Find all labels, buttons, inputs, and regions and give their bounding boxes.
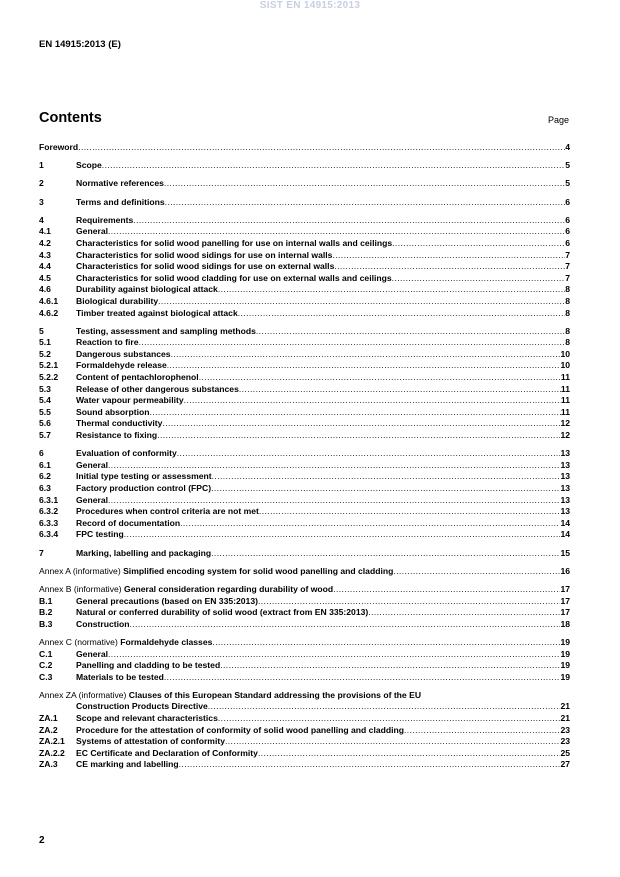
toc-entry-page: 6	[565, 237, 570, 248]
table-of-contents	[39, 142, 570, 771]
annex-title: General consideration regarding durability of wood	[124, 583, 334, 594]
toc-entry[interactable]	[39, 713, 570, 725]
toc-entry-page: 12	[560, 430, 570, 441]
toc-spacer	[39, 208, 570, 215]
toc-entry-number: B.1	[39, 595, 53, 606]
toc-entry-number: 6.2	[39, 471, 51, 482]
toc-entry[interactable]	[39, 649, 570, 661]
toc-entry-title: Scope and relevant characteristics .....	[76, 713, 560, 725]
toc-entry[interactable]	[39, 178, 570, 190]
toc-entry-number: 3	[39, 196, 44, 207]
toc-entry-title: Requirements .....	[76, 215, 565, 227]
toc-entry[interactable]	[39, 418, 570, 430]
toc-entry-number: 4.2	[39, 237, 51, 248]
annex-title: Simplified encoding system for solid wood panelling and cladding	[123, 565, 394, 576]
toc-entry-number: 2	[39, 178, 44, 189]
toc-entry-title: Reaction to fire .....	[76, 337, 565, 349]
watermark: SIST EN 14915:2013	[259, 0, 361, 11]
toc-entry-number: 6.3.1	[39, 494, 59, 505]
toc-entry-number: ZA.3	[39, 759, 58, 770]
page-column-heading: Page	[547, 115, 569, 125]
toc-entry[interactable]	[39, 471, 570, 483]
toc-entry[interactable]	[39, 518, 570, 530]
toc-entry-title: Systems of attestation of conformity .....	[76, 736, 560, 748]
toc-entry-number: 7	[39, 547, 44, 558]
toc-entry-number: 6.1	[39, 459, 51, 470]
toc-spacer	[39, 683, 570, 690]
toc-entry[interactable]	[39, 759, 570, 771]
toc-spacer	[39, 577, 570, 584]
toc-entry-title: Normative references .....	[76, 178, 565, 190]
toc-entry-page: 8	[565, 337, 570, 348]
toc-entry-title: Biological durability .....	[76, 296, 565, 308]
toc-entry[interactable]	[39, 142, 570, 154]
toc-entry-number: 4.6.1	[39, 295, 59, 306]
toc-entry-number: 4.6	[39, 284, 51, 295]
toc-entry[interactable]	[39, 284, 570, 296]
toc-entry-title: Scope .....	[76, 160, 565, 172]
toc-entry[interactable]	[39, 372, 570, 384]
toc-entry[interactable]	[39, 250, 570, 262]
toc-entry-number: 4.4	[39, 261, 51, 272]
toc-entry-number: B.3	[39, 618, 53, 629]
toc-entry-page: 11	[560, 406, 570, 417]
toc-entry-page: 19	[560, 636, 570, 647]
toc-spacer	[39, 442, 570, 449]
toc-entry-page: 17	[560, 607, 570, 618]
toc-entry-title	[39, 566, 560, 578]
toc-entry-page: 7	[565, 261, 570, 272]
toc-entry-page: 5	[565, 160, 570, 171]
toc-entry[interactable]	[39, 395, 570, 407]
toc-entry[interactable]	[39, 748, 570, 760]
toc-entry[interactable]	[39, 326, 570, 338]
toc-entry[interactable]	[39, 495, 570, 507]
toc-spacer	[39, 172, 570, 179]
toc-entry[interactable]	[39, 160, 570, 172]
toc-entry-number: B.2	[39, 607, 53, 618]
toc-entry[interactable]	[39, 296, 570, 308]
toc-entry[interactable]	[39, 701, 570, 713]
toc-entry[interactable]	[39, 584, 570, 596]
toc-entry-number: 4.1	[39, 226, 51, 237]
toc-entry[interactable]	[39, 637, 570, 649]
toc-entry-page: 14	[560, 529, 570, 540]
toc-entry-page: 4	[565, 142, 570, 152]
toc-entry-title: CE marking and labelling .....	[76, 759, 560, 771]
toc-entry-number: 6.3.4	[39, 529, 59, 540]
page-number: 2	[39, 835, 45, 846]
toc-entry[interactable]	[39, 226, 570, 238]
toc-entry-title: Water vapour permeability .....	[76, 395, 561, 407]
toc-entry-title: Procedure for the attestation of conformity of solid wood panelling and cladding .....	[76, 725, 560, 737]
toc-entry-number: 6	[39, 448, 44, 459]
toc-entry-page: 25	[560, 747, 570, 758]
toc-entry-page: 11	[560, 395, 570, 406]
toc-entry[interactable]	[39, 337, 570, 349]
toc-entry-title	[39, 584, 560, 596]
toc-entry[interactable]	[39, 660, 570, 672]
toc-entry-title: Natural or conferred durability of solid wood (extract from EN 335:2013) .....	[76, 607, 560, 619]
annex-label: Annex C (normative)	[39, 636, 118, 647]
toc-entry-page: 19	[560, 648, 570, 659]
toc-entry-page: 21	[560, 713, 570, 724]
toc-entry[interactable]	[39, 448, 570, 460]
toc-entry-page: 6	[565, 226, 570, 237]
toc-entry-number: 6.3.2	[39, 506, 59, 517]
toc-entry-page: 13	[560, 483, 570, 493]
toc-entry[interactable]	[39, 384, 570, 396]
toc-entry-number: 4.3	[39, 249, 51, 260]
toc-entry-number: 4.5	[39, 272, 51, 283]
toc-entry-page: 16	[560, 565, 570, 576]
toc-entry-page: 18	[560, 618, 570, 629]
toc-entry-number: 5.6	[39, 418, 51, 429]
toc-entry-number: 5.2.1	[39, 360, 59, 371]
toc-entry-title: Procedures when control criteria are not met .....	[76, 506, 560, 518]
toc-entry-title: FPC testing .....	[76, 529, 560, 541]
toc-entry-number: C.2	[39, 660, 53, 671]
toc-entry[interactable]	[39, 736, 570, 748]
annex-label: Annex A (informative)	[39, 565, 121, 576]
toc-entry-page: 14	[560, 517, 570, 528]
toc-entry-page: 13	[560, 448, 570, 459]
toc-entry-title: Construction Products Directive .....	[76, 701, 560, 713]
document-id: EN 14915:2013 (E)	[39, 39, 121, 50]
toc-spacer	[39, 154, 570, 161]
toc-entry-title: Marking, labelling and packaging .....	[76, 548, 560, 560]
toc-entry-number: C.3	[39, 671, 53, 682]
toc-entry-page: 27	[560, 759, 570, 770]
toc-entry-title: Panelling and cladding to be tested .....	[76, 660, 560, 672]
toc-entry-title: Evaluation of conformity .....	[76, 448, 560, 460]
toc-entry-page: 10	[560, 360, 570, 371]
toc-entry-page: 8	[565, 325, 570, 336]
toc-entry-number: 5.2.2	[39, 372, 59, 383]
toc-entry-title: Characteristics for solid wood sidings for use on internal walls .....	[76, 250, 565, 262]
toc-entry-title: General .....	[76, 460, 560, 472]
toc-entry-title: Terms and definitions .....	[76, 197, 565, 209]
toc-entry-page: 5	[565, 178, 570, 189]
toc-entry-page: 7	[565, 272, 570, 283]
toc-entry-title: Characteristics for solid wood cladding for use on external walls and ceilings .....	[76, 273, 565, 285]
toc-spacer	[39, 190, 570, 197]
toc-entry-number: 5.4	[39, 395, 51, 406]
toc-entry-title: Timber treated against biological attack .....	[76, 308, 565, 320]
toc-entry[interactable]	[39, 566, 570, 578]
toc-entry[interactable]	[39, 483, 570, 495]
toc-entry[interactable]	[39, 215, 570, 227]
toc-entry-title: Characteristics for solid wood sidings for use on external walls .....	[76, 261, 565, 273]
toc-spacer	[39, 319, 570, 326]
toc-entry-number: 1	[39, 160, 44, 171]
annex-title: Formaldehyde classes	[120, 636, 213, 647]
toc-entry-page: 8	[565, 284, 570, 295]
toc-entry-title: Factory production control (FPC) .....	[76, 483, 560, 495]
toc-entry-number: C.1	[39, 648, 53, 659]
toc-entry[interactable]	[39, 529, 570, 541]
toc-entry-page: 13	[560, 494, 570, 505]
toc-entry-title: Record of documentation .....	[76, 518, 560, 530]
toc-entry-title: Durability against biological attack .....	[76, 284, 565, 296]
toc-entry-page: 13	[560, 471, 570, 482]
toc-entry-title: General .....	[76, 495, 560, 507]
toc-entry-title: Dangerous substances .....	[76, 349, 560, 361]
toc-entry-page: 6	[565, 196, 570, 207]
toc-entry[interactable]	[39, 460, 570, 472]
toc-entry-page: 17	[560, 583, 570, 594]
toc-entry-number: 5.3	[39, 383, 51, 394]
toc-entry-page: 10	[560, 348, 570, 359]
toc-entry-page: 7	[565, 249, 570, 260]
toc-spacer	[39, 559, 570, 566]
annex-label: Annex B (informative)	[39, 583, 122, 594]
toc-entry[interactable]	[39, 238, 570, 250]
toc-entry[interactable]	[39, 596, 570, 608]
toc-entry[interactable]	[39, 725, 570, 737]
toc-entry-page: 23	[560, 724, 570, 735]
toc-entry-page: 19	[560, 660, 570, 671]
toc-entry-title: Characteristics for solid wood panelling for use on internal walls and ceilings .....	[76, 238, 565, 250]
toc-entry-page: 8	[565, 295, 570, 306]
toc-entry-title: Content of pentachlorophenol .....	[76, 372, 561, 384]
toc-entry-number: 6.3	[39, 483, 51, 493]
toc-entry-page: 6	[565, 214, 570, 225]
annex-label: Annex ZA (informative)	[39, 689, 127, 700]
toc-entry-number: ZA.2.2	[39, 747, 65, 758]
toc-entry-title: Testing, assessment and sampling methods .....	[76, 326, 565, 338]
toc-entry-page: 12	[560, 418, 570, 429]
toc-entry-page: 17	[560, 595, 570, 606]
toc-entry-page: 11	[560, 372, 570, 383]
toc-entry-number: 5	[39, 325, 44, 336]
toc-spacer	[39, 541, 570, 548]
contents-heading: Contents	[39, 110, 102, 126]
toc-entry-number: ZA.1	[39, 713, 58, 724]
toc-entry-number: ZA.2	[39, 724, 58, 735]
toc-entry-number: 5.5	[39, 406, 51, 417]
toc-entry[interactable]	[39, 548, 570, 560]
toc-entry-title: Sound absorption .....	[76, 407, 561, 419]
toc-entry[interactable]	[39, 506, 570, 518]
toc-entry-page: 8	[565, 307, 570, 318]
toc-entry-page: 13	[560, 506, 570, 517]
toc-entry[interactable]	[39, 197, 570, 209]
toc-entry-number: 5.1	[39, 337, 51, 348]
toc-entry[interactable]	[39, 607, 570, 619]
toc-entry-title: Release of other dangerous substances .....	[76, 384, 561, 396]
toc-entry[interactable]	[39, 360, 570, 372]
toc-entry-page: 15	[560, 547, 570, 558]
toc-entry-title: Foreword .....	[39, 142, 565, 154]
toc-spacer	[39, 630, 570, 637]
toc-entry-title: Initial type testing or assessment .....	[76, 471, 560, 483]
toc-entry[interactable]	[39, 430, 570, 442]
toc-entry-title: Construction .....	[76, 619, 560, 631]
toc-entry-title	[39, 690, 570, 702]
toc-entry-page: 11	[560, 383, 570, 394]
toc-entry-title: General .....	[76, 226, 565, 238]
toc-entry[interactable]	[39, 619, 570, 631]
toc-entry-number: 5.7	[39, 430, 51, 441]
toc-entry-number: 6.3.3	[39, 517, 59, 528]
toc-entry[interactable]	[39, 261, 570, 273]
toc-entry-title: Formaldehyde release .....	[76, 360, 560, 372]
toc-entry[interactable]	[39, 308, 570, 320]
toc-entry-number: 5.2	[39, 348, 51, 359]
toc-entry-title: EC Certificate and Declaration of Conformity .....	[76, 748, 560, 760]
toc-entry-title: General precautions (based on EN 335:2013) .....	[76, 596, 560, 608]
annex-title: Clauses of this European Standard addressing the provisions of the EU	[128, 689, 422, 700]
toc-entry-number: 4.6.2	[39, 307, 59, 318]
toc-entry[interactable]	[39, 349, 570, 361]
toc-entry[interactable]	[39, 672, 570, 684]
toc-entry-page: 19	[560, 671, 570, 682]
toc-entry[interactable]	[39, 407, 570, 419]
toc-entry-title: Thermal conductivity .....	[76, 418, 560, 430]
toc-entry-page: 21	[560, 701, 570, 712]
toc-entry-number: ZA.2.1	[39, 736, 65, 747]
toc-entry[interactable]	[39, 273, 570, 285]
toc-entry-title	[39, 637, 560, 649]
toc-entry-number	[39, 701, 76, 713]
toc-entry-title: General .....	[76, 649, 560, 661]
toc-entry-number: 4	[39, 214, 44, 225]
toc-entry-page: 23	[560, 736, 570, 747]
toc-entry-title: Resistance to fixing .....	[76, 430, 560, 442]
toc-entry-title: Materials to be tested .....	[76, 672, 560, 684]
toc-entry[interactable]	[39, 690, 570, 702]
toc-entry-page: 13	[560, 459, 570, 470]
